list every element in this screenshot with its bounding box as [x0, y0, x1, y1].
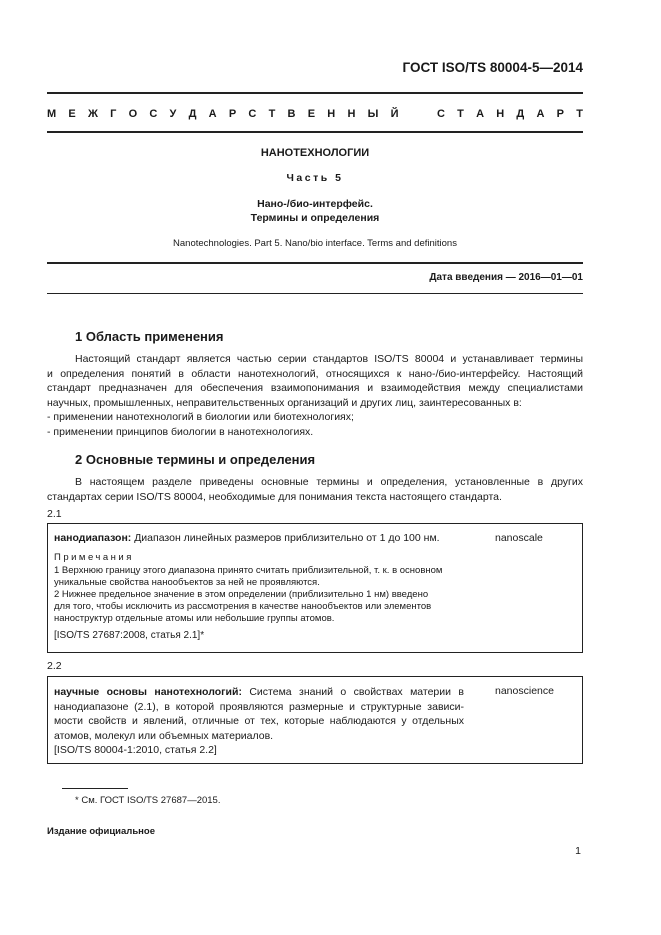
official-edition-label: Издание официальное — [47, 826, 155, 837]
banner-letter: А — [476, 108, 485, 120]
note-line: уникальные свойства нанообъектов за ней не проявляются. — [54, 577, 320, 588]
term-2-1-box — [47, 523, 583, 653]
note-line: наноструктур отдельные атомы или небольшие группы атомов. — [54, 613, 335, 624]
banner-rule — [47, 131, 583, 133]
definition-line: атомов, молекул или объемных материалов. — [54, 729, 274, 742]
term-number-2-2: 2.2 — [47, 660, 62, 672]
banner-letter: Н — [347, 108, 356, 120]
term-definition: Диапазон линейных размеров приблизительно от 1 до 100 нм. — [131, 532, 440, 544]
term-2-2-box — [47, 676, 583, 764]
banner-letter: Е — [307, 108, 316, 120]
definition-line: мости свойств и явлений, отличные от тех, которые наблюдаются у отдельных — [54, 715, 464, 727]
banner-letter: С — [248, 108, 257, 120]
banner-letter: Ы — [367, 108, 379, 120]
subtitle-line-2: Термины и определения — [250, 212, 380, 224]
banner-letter: С — [149, 108, 158, 120]
note-line: для того, чтобы исключить из рассмотрения в качестве нанообъектов или элементов — [54, 601, 432, 612]
section-1-paragraph — [47, 352, 583, 439]
banner-letter: С — [436, 108, 445, 120]
banner-letter: Й — [390, 108, 399, 120]
term-2-1-source: [ISO/TS 27687:2008, статья 2.1]* — [54, 630, 205, 641]
banner-letter: Д — [516, 108, 525, 120]
term-2-1-english: nanoscale — [495, 532, 543, 544]
banner-letter: У — [169, 108, 177, 120]
banner-letter: Е — [68, 108, 76, 120]
term-name: научные основы нанотехнологий: — [54, 686, 242, 698]
section-2-paragraph — [47, 475, 583, 504]
text-line: научных, промышленных, неправительственных организаций и других лиц, заинтересованных в: — [47, 396, 522, 409]
banner-letter: А — [208, 108, 217, 120]
text-line: и определения понятий в области нанотехнологий, относящихся к нано-/био-интерфейсу. Настоящий — [47, 367, 583, 380]
banner-letter: Т — [576, 108, 583, 120]
banner-letter: Р — [228, 108, 237, 120]
banner-letter: Р — [556, 108, 564, 120]
text-line: стандартах серии ISO/TS 80004, необходимые для понимания текста настоящего стандарта. — [47, 490, 502, 503]
definition-line: нанодиапазоне (2.1), в которой проявляются размерные и структурные зависи- — [54, 700, 464, 713]
banner-letter: Г — [110, 108, 117, 120]
term-2-2-source: [ISO/TS 80004-1:2010, статья 2.2] — [54, 744, 217, 756]
term-2-2-english: nanoscience — [495, 685, 554, 697]
section-1-heading: 1 Область применения — [75, 329, 224, 344]
term-2-1-definition — [54, 532, 440, 544]
banner-letter: В — [287, 108, 296, 120]
note-line: 1 Верхнюю границу этого диапазона принято считать приблизительной, т. к. в основном — [54, 565, 443, 576]
document-code: ГОСТ ISO/TS 80004-5—2014 — [402, 60, 583, 75]
term-definition: Система знаний о свойствах материи в — [241, 686, 464, 698]
banner-letter: Т — [268, 108, 276, 120]
subtitle-line-1: Нано-/био-интерфейс. — [257, 198, 373, 210]
section-2-heading: 2 Основные термины и определения — [75, 452, 316, 467]
bullet-item: - применении принципов биологии в нанотехнологиях. — [47, 425, 314, 438]
date-rule — [47, 293, 583, 294]
page-number: 1 — [575, 845, 581, 857]
standard-title: НАНОТЕХНОЛОГИИ — [260, 147, 370, 159]
notes-body — [54, 565, 464, 625]
part-label: Часть 5 — [286, 172, 344, 184]
title-rule — [47, 262, 583, 264]
banner-letter: М — [47, 108, 57, 120]
header-rule — [47, 92, 583, 94]
banner-letter: Д — [188, 108, 197, 120]
banner-letter: Н — [496, 108, 505, 120]
text-line: стандарт предназначен для обеспечения взаимопонимания и взаимодействия между специалистами — [47, 382, 583, 394]
term-2-2-definition — [54, 685, 464, 758]
term-name: нанодиапазон: — [54, 532, 132, 544]
footnote: * См. ГОСТ ISO/TS 27687—2015. — [75, 795, 221, 806]
banner-letter: А — [536, 108, 545, 120]
notes-title: Примечания — [54, 552, 134, 563]
interstate-standard-banner — [47, 108, 583, 120]
bullet-item: - применении нанотехнологий в биологии или биотехнологиях; — [47, 411, 354, 423]
note-line: 2 Нижнее предельное значение в этом определении (приблизительно 1 нм) введено — [54, 589, 429, 600]
text-line: В настоящем разделе приведены основные термины и определения, установленные в других — [75, 476, 583, 488]
banner-letter: Н — [327, 108, 336, 120]
english-title: Nanotechnologies. Part 5. Nano/bio interface. Terms and definitions — [173, 238, 457, 249]
banner-letter: Ж — [87, 108, 98, 120]
banner-letter: О — [128, 108, 138, 120]
text-line: Настоящий стандарт является частью серии стандартов ISO/TS 80004 и устанавливает термины — [75, 353, 583, 365]
introduction-date: Дата введения — 2016—01—01 — [429, 272, 583, 283]
banner-gap — [411, 108, 425, 120]
banner-letter: Т — [457, 108, 464, 120]
footnote-separator — [62, 788, 128, 789]
term-number-2-1: 2.1 — [47, 508, 62, 520]
